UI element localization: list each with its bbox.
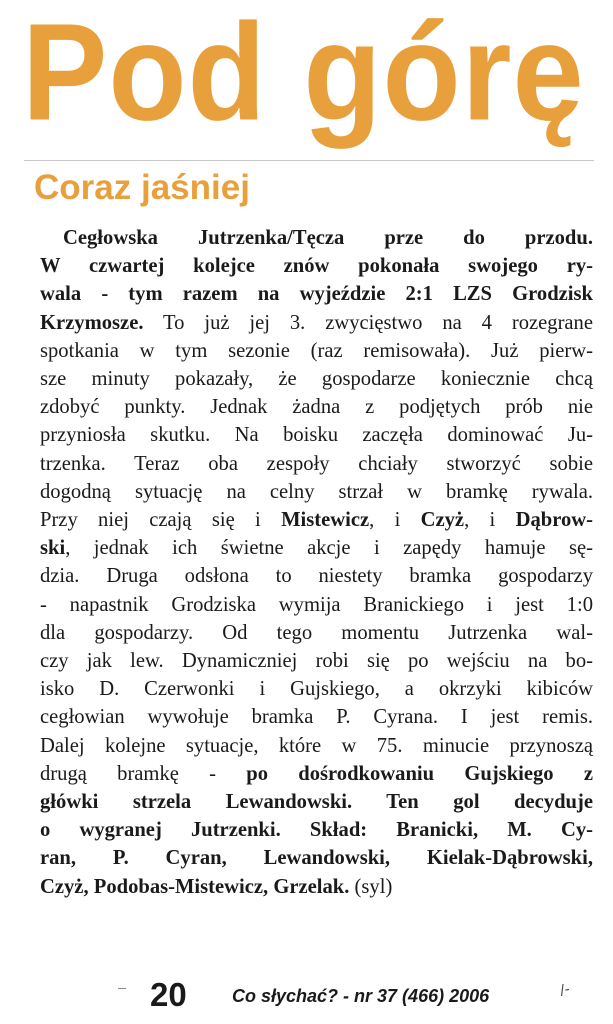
margin-mark: /- bbox=[558, 981, 572, 999]
player-name: Czyż bbox=[420, 509, 465, 532]
player-name: Mistewicz bbox=[281, 509, 370, 532]
article-text: trzenka. Teraz oba zespoły chciały stworzyć sobie bbox=[40, 452, 593, 475]
masthead-title: Pod górę bbox=[22, 0, 585, 150]
article-text: spotkania w tym sezonie (raz remisowała). Już pierw- bbox=[40, 339, 593, 362]
article-line bbox=[40, 337, 593, 365]
section-title: Coraz jaśniej bbox=[34, 168, 250, 207]
article-text: czy jak lew. Dynamiczniej robi się po wejściu na bo- bbox=[40, 650, 593, 673]
article-line bbox=[40, 309, 593, 337]
article-line bbox=[40, 703, 593, 731]
page-number: 20 bbox=[150, 976, 187, 1013]
article-text: Przy niej czają się i bbox=[40, 509, 282, 532]
article-closing-bold: Czyż, Podobas-Mistewicz, Grzelak. bbox=[40, 875, 350, 898]
article-lead-bold: Cegłowska Jutrzenka/Tęcza prze do przodu. bbox=[63, 227, 593, 249]
article-text: , jednak ich świetne akcje i zapędy hamuje sę- bbox=[65, 537, 593, 560]
article-line bbox=[40, 844, 593, 872]
article-line bbox=[40, 534, 593, 562]
article-line bbox=[40, 675, 593, 703]
article-lead-bold: W czwartej kolejce znów pokonała swojego ry- bbox=[40, 255, 593, 278]
article-line bbox=[40, 478, 593, 506]
article-text: isko D. Czerwonki i Gujskiego, a okrzyki kibiców bbox=[40, 678, 593, 701]
article-text: , i bbox=[464, 509, 516, 532]
article-lead-bold: Krzymosze. bbox=[40, 311, 144, 334]
article-line bbox=[40, 647, 593, 675]
article-text: cegłowian wywołuje bramka P. Cyrana. I jest remis. bbox=[40, 706, 593, 729]
article-line bbox=[40, 619, 593, 647]
article-text: dla gospodarzy. Od tego momentu Jutrzenka wal- bbox=[40, 621, 593, 644]
article-line bbox=[40, 450, 593, 478]
article-line bbox=[63, 224, 593, 252]
article-line bbox=[40, 816, 593, 844]
article-closing-bold: główki strzela Lewandowski. Ten gol decyduje bbox=[40, 791, 593, 814]
article-closing-bold: po dośrodkowaniu Gujskiego z bbox=[246, 762, 593, 785]
article-line bbox=[40, 365, 593, 393]
article-line bbox=[40, 421, 593, 449]
article-text: , i bbox=[369, 509, 421, 532]
article-line bbox=[40, 393, 593, 421]
author-signature: (syl) bbox=[349, 875, 393, 898]
article-line bbox=[40, 252, 593, 280]
article-closing-bold: o wygranej Jutrzenki. Skład: Branicki, M. Cy- bbox=[40, 819, 593, 842]
article-line bbox=[40, 280, 593, 308]
player-name: ski bbox=[40, 537, 66, 560]
article-line bbox=[40, 506, 593, 534]
article-line bbox=[40, 732, 593, 760]
article-text: Dalej kolejne sytuacje, które w 75. minucie przynoszą bbox=[40, 734, 593, 757]
article-text: dzia. Druga odsłona to niestety bramka gospodarzy bbox=[40, 565, 593, 588]
article-line-last bbox=[40, 873, 593, 901]
article-line bbox=[40, 562, 593, 590]
article-text: To już jej 3. zwycięstwo na 4 rozegrane bbox=[143, 311, 593, 334]
article-text: - napastnik Grodziska wymija Branickiego i jest 1:0 bbox=[40, 593, 593, 616]
issue-info: Co słychać? - nr 37 (466) 2006 bbox=[232, 986, 490, 1006]
article-text: drugą bramkę - bbox=[40, 762, 247, 785]
article-lead-bold: wala - tym razem na wyjeździe 2:1 LZS Grodzisk bbox=[40, 283, 593, 306]
article-line bbox=[40, 788, 593, 816]
article-text: sze minuty pokazały, że gospodarze koniecznie chcą bbox=[40, 368, 593, 391]
article-text: zdobyć punkty. Jednak żadna z podjętych prób nie bbox=[40, 396, 593, 419]
page-footer bbox=[0, 978, 613, 1018]
article-text: przyniosła skutku. Na boisku zaczęła dominować Ju- bbox=[40, 424, 593, 447]
masthead-rule bbox=[24, 160, 594, 161]
article-body bbox=[40, 224, 593, 901]
article-closing-bold: ran, P. Cyran, Lewandowski, Kielak-Dąbrowski, bbox=[40, 847, 593, 870]
player-name: Dąbrow- bbox=[515, 509, 593, 532]
article-line bbox=[40, 760, 593, 788]
article-line bbox=[40, 591, 593, 619]
article-text: dogodną sytuację na celny strzał w bramkę rywala. bbox=[40, 480, 593, 503]
scan-mark bbox=[118, 988, 126, 989]
